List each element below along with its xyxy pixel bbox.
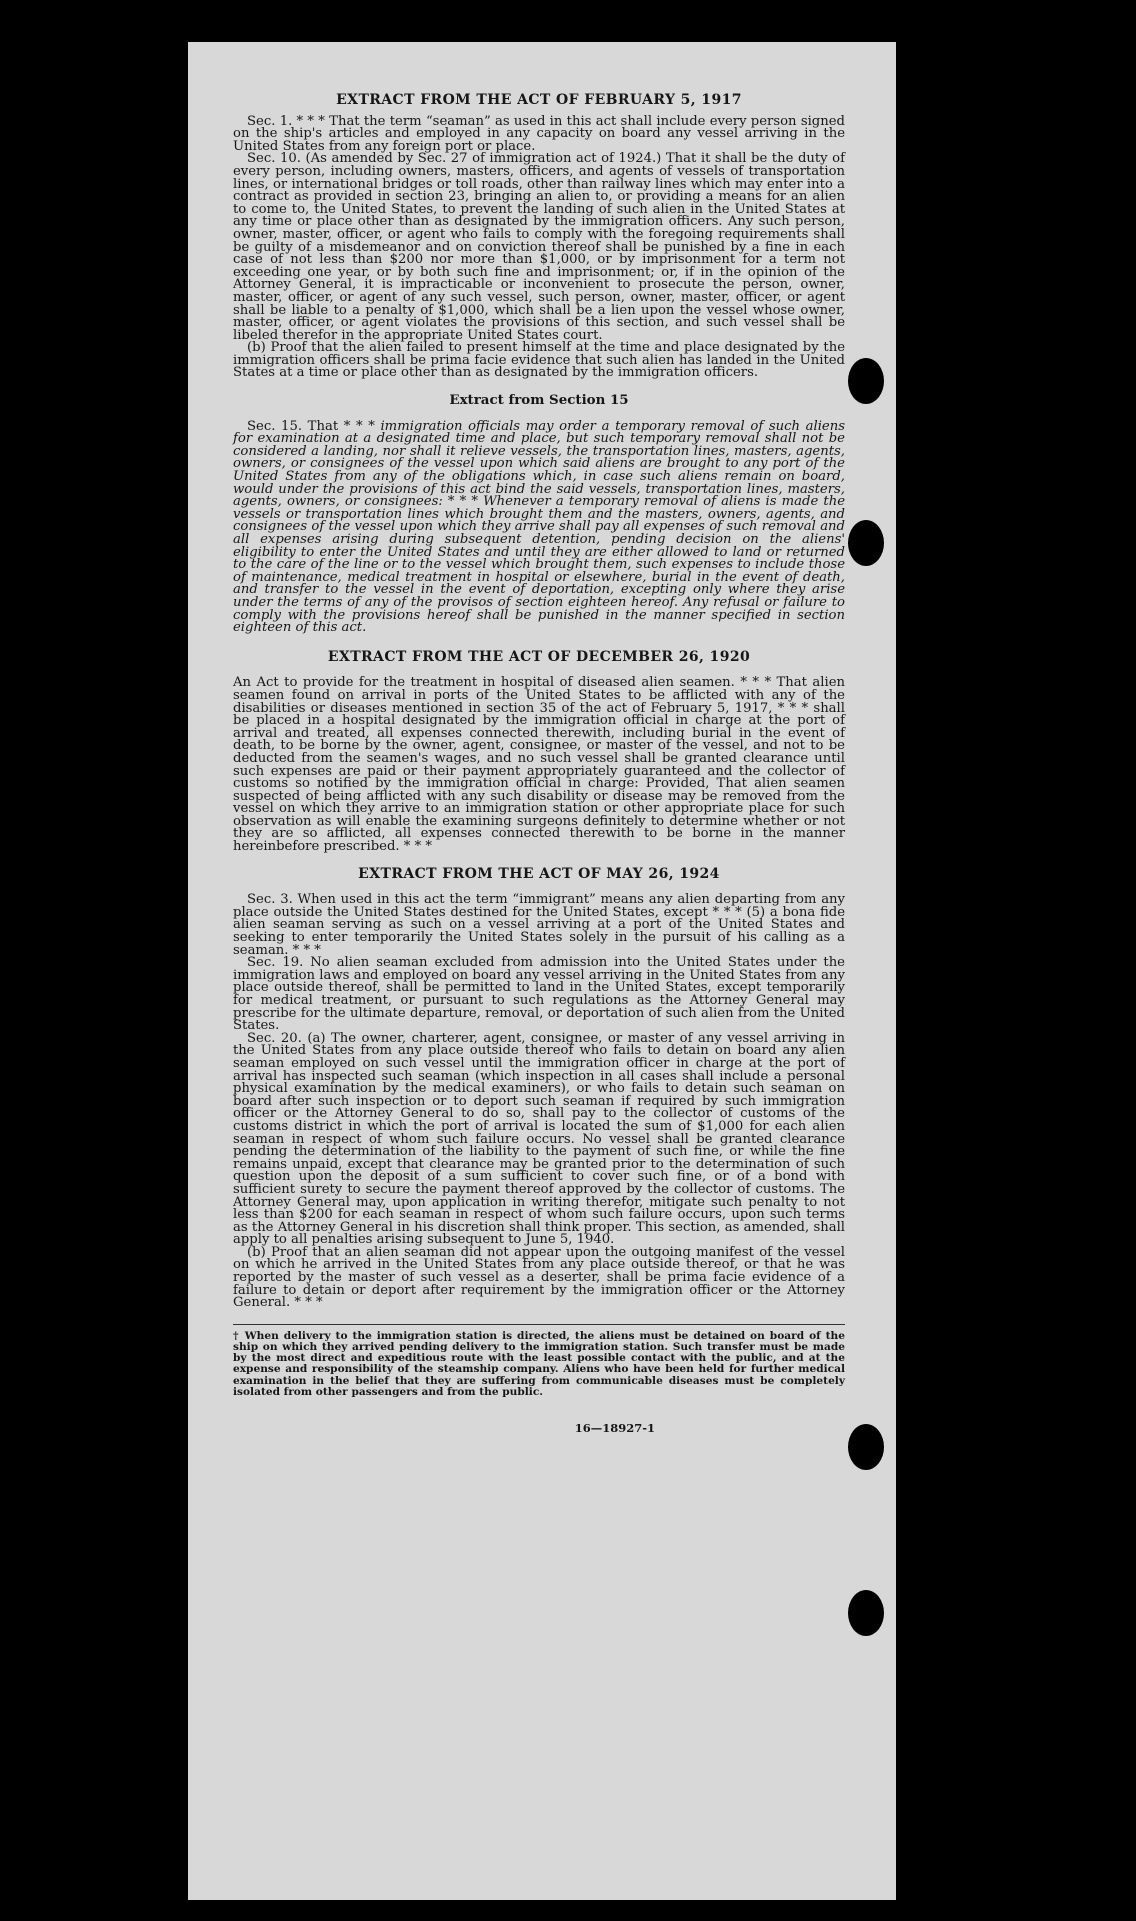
heading-act-1920: EXTRACT FROM THE ACT OF DECEMBER 26, 1920	[327, 648, 751, 665]
punch-hole	[848, 1424, 884, 1470]
section-10-text: Sec. 10. (As amended by Sec. 27 of immigration act of 1924.) That it shall be the duty of every person, including owners, masters, officers, and agents of vessels of transportation lines, or international bridges or toll roads, other than railway lines which may enter into a contract as provided in section 23, bringing an alien to, or providing a means for an alien to come to, the United States, to prevent the landing of such alien in the United States at any time or place other than as designated by the immigration officers. Any such person, owner, master, officer, or agent who fails to comply with the foregoing requirements shall be guilty of a misdemeanor and on conviction thereof shall be punished by a fine in each case of not less than $200 nor more than $1,000, or by imprisonment for a term not exceeding one year, or by both such fine and imprisonment; or, if in the opinion of the Attorney General, it is impracticable or inconvenient to prosecute the person, owner, master, officer, or agent of any such vessel, such person, owner, master, officer, or agent shall be liable to a penalty of $1,000, which shall be a lien upon the vessel whose owner, master, officer, or agent violates the provisions of this section, and such vessel shall be libeled therefor in the appropriate United States court.	[233, 151, 845, 343]
section-20b-text: (b) Proof that an alien seaman did not appear upon the outgoing manifest of the vessel on which he arrived in the United States from any place outside thereof, or that he was reported by the master of such vessel as a deserter, shall be prima facie evidence of a failure to detain or deport after requirement by the immigration officer or the Attorney General. * * *	[233, 1244, 845, 1311]
heading-act-1917: EXTRACT FROM THE ACT OF FEBRUARY 5, 1917	[336, 92, 742, 108]
act-1920-text: An Act to provide for the treatment in hospital of diseased alien seamen. * * * That alien seamen found on arrival in ports of the United States to be afflicted with any of the disabilities or diseases mentioned in section 35 of the act of February 5, 1917, * * * shall be placed in a hospital designated by the immigration official in charge at the port of arrival and treated, all expenses connected therewith, including burial in the event of death, to be borne by the owner, agent, consignee, or master of the vessel, and not to be deducted from the seamen's wages, and no such vessel shall be granted clearance until such expenses are paid or their payment appropriately guaranteed and the collector of customs so notified by the immigration official in charge: Provided, That alien seamen suspected of being afflicted with any such disability or disease may be removed from the vessel on which they arrive to an immigration station or other appropriate place for such observation as will enable the examining surgeons definitely to determine whether or not they are so afflicted, all expenses connected therewith to be borne in the manner hereinbefore prescribed. * * *	[233, 675, 845, 855]
footnote: † When delivery to the immigration station is directed, the aliens must be detained on board of the ship on which they arrived pending delivery to the immigration station. Such transfer must be made by the most direct and expeditious route with the least possible contact with the public, and at the expense and responsibility of the steamship company. Aliens who have been held for further medical examination in the belief that they are suffering from communicable diseases must be completely isolated from other passengers and from the public.	[233, 1324, 845, 1398]
punch-hole	[848, 1590, 884, 1636]
heading-section-15: Extract from Section 15	[449, 392, 629, 409]
section-19-text: Sec. 19. No alien seaman excluded from admission into the United States under the immigration laws and employed on board any vessel arriving in the United States from any place outside thereof, shall be permitted to land in the United States, except temporarily for medical treatment, or pursuant to such regulations as the Attorney General may prescribe for the ultimate departure, removal, or deportation of such alien from the United States.	[233, 955, 845, 1034]
section-15-paragraph	[233, 418, 845, 636]
form-number: 16—18927-1	[574, 1421, 655, 1436]
document-page	[188, 42, 896, 1900]
section-15-lead: Sec. 15. That * * *	[247, 418, 381, 434]
section-1-text: Sec. 1. * * * That the term “seaman” as used in this act shall include every person signed on the ship's articles and employed in any capacity on board any vessel arriving in the United States from any foreign port or place.	[233, 113, 845, 154]
punch-hole	[848, 520, 884, 566]
section-3-text: Sec. 3. When used in this act the term “immigrant” means any alien departing from any place outside the United States destined for the United States, except * * * (5) a bona fide alien seaman serving as such on a vessel arriving at a port of the United States and seeking to enter temporarily the United States solely in the pursuit of his calling as a seaman. * * *	[233, 892, 845, 958]
heading-act-1924: EXTRACT FROM THE ACT OF MAY 26, 1924	[358, 865, 720, 882]
punch-hole	[848, 358, 884, 404]
section-15-text: immigration officials may order a temporary removal of such aliens for examination at a designated time and place, but such temporary removal shall not be considered a landing, nor shall it relieve vessels, the transportation lines, masters, agents, owners, or consignees of the vessel upon which said aliens are brought to any port of the United States from any of the obligations which, in case such aliens remain on board, would under the provisions of this act bind the said vessels, transportation lines, masters, agents, owners, or consignees: * * * Whenever a temporary removal of aliens is made the vessels or transportation lines which brought them and the masters, owners, agents, and consignees of the vessel upon which they arrive shall pay all expenses of such removal and all expenses arising during subsequent detention, pending decision on the aliens' eligibility to enter the United States and until they are either allowed to land or returned to the care of the line or to the vessel which brought them, such expenses to include those of maintenance, medical treatment in hospital or elsewhere, burial in the event of death, and transfer to the vessel in the event of deportation, excepting only where they arise under the terms of any of the provisos of section eighteen hereof. Any refusal or failure to comply with the provisions hereof shall be punished in the manner specified in section eighteen of this act.	[233, 418, 845, 636]
document-body	[233, 94, 845, 1435]
section-20a-text: Sec. 20. (a) The owner, charterer, agent, consignee, or master of any vessel arriving in the United States from any place outside thereof who fails to detain on board any alien seaman employed on such vessel until the immigration officer in charge at the port of arrival has inspected such seaman (which inspection in all cases shall include a personal physical examination by the medical examiners), or who fails to detain such seaman on board after such inspection or to deport such seaman if required by such immigration officer or the Attorney General to do so, shall pay to the collector of customs of the customs district in which the port of arrival is located the sum of $1,000 for each alien seaman in respect of whom such failure occurs. No vessel shall be granted clearance pending the determination of the liability to the payment of such fine, or while the fine remains unpaid, except that clearance may be granted prior to the determination of such question upon the deposit of a sum sufficient to cover such fine, or of a bond with sufficient surety to secure the payment thereof approved by the collector of customs. The Attorney General may, upon application in writing therefor, mitigate such penalty to not less than $200 for each seaman in respect of whom such failure occurs, upon such terms as the Attorney General in his discretion shall think proper. This section, as amended, shall apply to all penalties arising subsequent to June 5, 1940.	[233, 1030, 845, 1248]
section-10b-text: (b) Proof that the alien failed to present himself at the time and place designated by the immigration officers shall be prima facie evidence that such alien has landed in the United States at a time or place other than as designated by the immigration officers.	[233, 340, 845, 381]
